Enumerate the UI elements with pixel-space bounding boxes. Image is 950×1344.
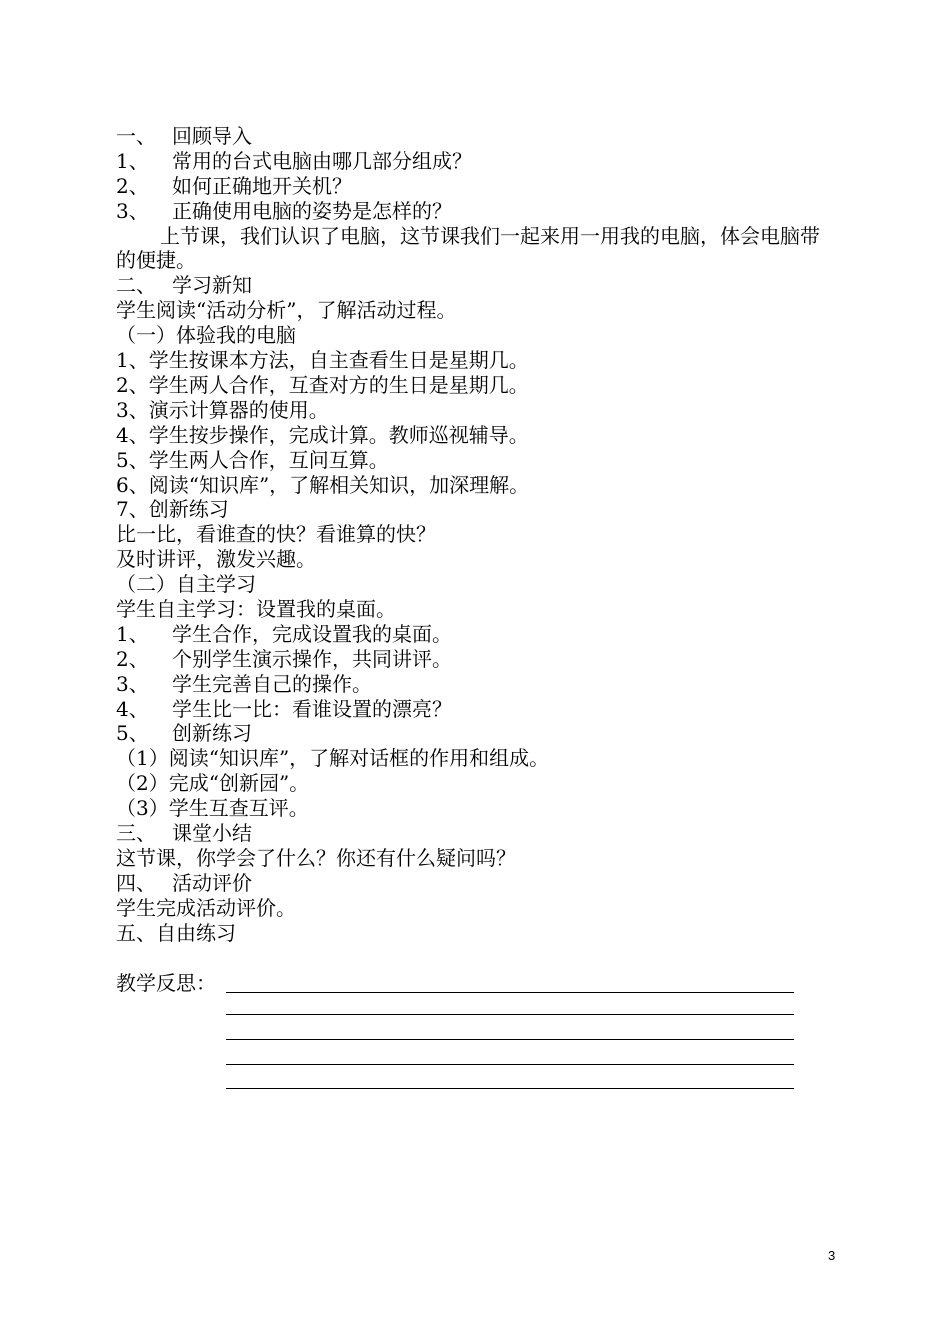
text-line [116, 522, 846, 547]
text-line [116, 174, 846, 199]
item-number: 2、 [116, 646, 149, 671]
text-line [116, 896, 846, 921]
reflection-line [226, 1014, 794, 1015]
text-line [116, 746, 846, 771]
item-number: 一、 [116, 124, 156, 148]
item-number: 四、 [116, 870, 156, 895]
item-text: 正确使用电脑的姿势是怎样的？ [172, 198, 452, 223]
item-text: 回顾导入 [172, 124, 252, 148]
text-line [116, 497, 846, 522]
item-text: 3、演示计算器的使用。 [116, 397, 329, 422]
text-line [116, 199, 846, 224]
text-line [116, 597, 846, 622]
item-text: 学生比一比：看谁设置的漂亮？ [172, 696, 452, 721]
text-line [116, 921, 846, 946]
item-text: 及时讲评，激发兴趣。 [116, 547, 316, 572]
page-number: 3 [828, 1248, 836, 1263]
text-line [116, 622, 846, 647]
teaching-reflection [116, 970, 806, 1100]
item-text: 2、学生两人合作，互查对方的生日是星期几。 [116, 372, 529, 397]
item-text: 创新练习 [172, 721, 252, 746]
item-text: 比一比，看谁查的快？看谁算的快？ [116, 522, 436, 547]
text-line [116, 149, 846, 174]
reflection-line [226, 1088, 794, 1089]
item-text: 学习新知 [172, 273, 252, 298]
item-number: 1、 [116, 148, 149, 173]
text-line [116, 721, 846, 746]
item-text: （二）自主学习 [116, 572, 256, 597]
text-line [116, 448, 846, 473]
item-text: （1）阅读“知识库”，了解对话框的作用和组成。 [116, 746, 550, 771]
text-line [116, 398, 846, 423]
item-text: （3）学生互查互评。 [116, 796, 309, 821]
item-text: 上节课，我们认识了电脑，这节课我们一起来用一用我的电脑，体会电脑带的便捷。 [116, 223, 820, 273]
text-line [116, 323, 846, 348]
item-text: 这节课，你学会了什么？你还有什么疑问吗？ [116, 845, 516, 870]
text-line [116, 124, 846, 149]
text-line [116, 547, 846, 572]
text-line [116, 871, 846, 896]
text-line [116, 224, 838, 274]
item-number: 5、 [116, 721, 149, 746]
item-text: 学生合作，完成设置我的桌面。 [172, 621, 452, 646]
item-text: 常用的台式电脑由哪几部分组成？ [172, 148, 472, 173]
text-line [116, 647, 846, 672]
text-line [116, 697, 846, 722]
item-text: 学生阅读“活动分析”，了解活动过程。 [116, 298, 457, 323]
item-number: 2、 [116, 173, 149, 198]
item-text: 学生完善自己的操作。 [172, 671, 372, 696]
item-text: 如何正确地开关机？ [172, 173, 352, 198]
item-text: 活动评价 [172, 870, 252, 895]
item-text: 学生完成活动评价。 [116, 895, 296, 920]
item-text: 五、自由练习 [116, 920, 236, 945]
text-line [116, 348, 846, 373]
text-line [116, 473, 846, 498]
item-text: 学生自主学习：设置我的桌面。 [116, 596, 396, 621]
text-line [116, 771, 846, 796]
item-text: （2）完成“创新园”。 [116, 771, 310, 796]
item-text: 7、创新练习 [116, 497, 229, 522]
reflection-line [226, 1064, 794, 1065]
text-line [116, 572, 846, 597]
text-line [116, 672, 846, 697]
item-text: 4、学生按步操作，完成计算。教师巡视辅导。 [116, 422, 529, 447]
item-number: 三、 [116, 820, 156, 845]
text-line [116, 373, 846, 398]
item-text: 5、学生两人合作，互问互算。 [116, 447, 389, 472]
lesson-plan-body [116, 124, 846, 945]
item-text: 1、学生按课本方法，自主查看生日是星期几。 [116, 348, 529, 373]
text-line [116, 273, 846, 298]
text-line [116, 796, 846, 821]
item-text: 6、阅读“知识库”，了解相关知识，加深理解。 [116, 472, 530, 497]
text-line [116, 821, 846, 846]
item-number: 4、 [116, 696, 149, 721]
item-number: 1、 [116, 621, 149, 646]
reflection-line [226, 992, 794, 993]
text-line [116, 298, 846, 323]
item-text: （一）体验我的电脑 [116, 323, 296, 348]
text-line [116, 423, 846, 448]
reflection-line [226, 1039, 794, 1040]
item-number: 3、 [116, 671, 149, 696]
item-text: 个别学生演示操作，共同讲评。 [172, 646, 452, 671]
reflection-label: 教学反思： [116, 971, 216, 995]
text-line [116, 846, 846, 871]
item-number: 二、 [116, 273, 156, 298]
item-number: 3、 [116, 198, 149, 223]
item-text: 课堂小结 [172, 820, 252, 845]
